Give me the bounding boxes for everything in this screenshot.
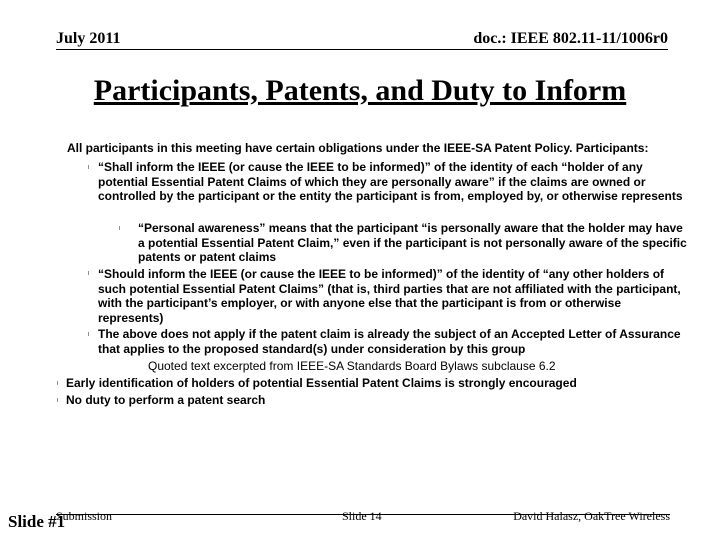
slide-number-label: Slide #1: [8, 512, 66, 531]
header-doc-id: doc.: IEEE 802.11-11/1006r0: [473, 30, 668, 47]
page-title: Participants, Patents, and Duty to Inform: [93, 74, 627, 107]
bullet-marker: l: [57, 381, 59, 387]
footer-submission: Submission: [56, 509, 113, 523]
footer-slide-page: Slide 14: [342, 509, 382, 523]
intro-text: All participants in this meeting have certain obligations under the IEEE-SA Patent Policy. Participants:: [67, 141, 649, 155]
bullet-marker: l: [88, 332, 90, 338]
point-early-identification: Early identification of holders of potential Essential Patent Claims is strongly encouraged: [66, 376, 577, 390]
obligation-item-2: “Should inform the IEEE (or cause the IEEE to be informed)” of the identity of “any other holders of such potential Essential Patent Claims” (that is, third parties that are not affiliated with the participant, with the participant’s employer, or with anyone else that the participant is from or otherwise represents): [98, 267, 681, 325]
header-date: July 2011: [56, 30, 121, 47]
obligation-item-3: The above does not apply if the patent claim is already the subject of an Accepted Letter of Assurance that applies to the proposed standard(s) under consideration by this group: [98, 327, 681, 356]
quote-source: Quoted text excerpted from IEEE-SA Standards Board Bylaws subclause 6.2: [148, 359, 556, 373]
obligation-item-1-sub: “Personal awareness” means that the participant “is personally aware that the holder may have a potential Essential Patent Claim,” even if the participant is not personally aware of the specific patents or patent claims: [138, 221, 687, 264]
bullet-marker: l: [88, 271, 90, 277]
footer-author: David Halasz, OakTree Wireless: [513, 509, 670, 523]
bullet-marker: l: [119, 226, 121, 232]
obligation-item-1: “Shall inform the IEEE (or cause the IEEE to be informed)” of the identity of each “holder of any potential Essential Patent Claims of which they are personally aware” if the claims are owned or controlled by the participant or the entity the participant is from, employed by, or otherwise represents: [98, 160, 683, 203]
point-no-search-duty: No duty to perform a patent search: [66, 393, 266, 407]
bullet-marker: l: [88, 165, 90, 171]
bullet-marker: l: [57, 398, 59, 404]
